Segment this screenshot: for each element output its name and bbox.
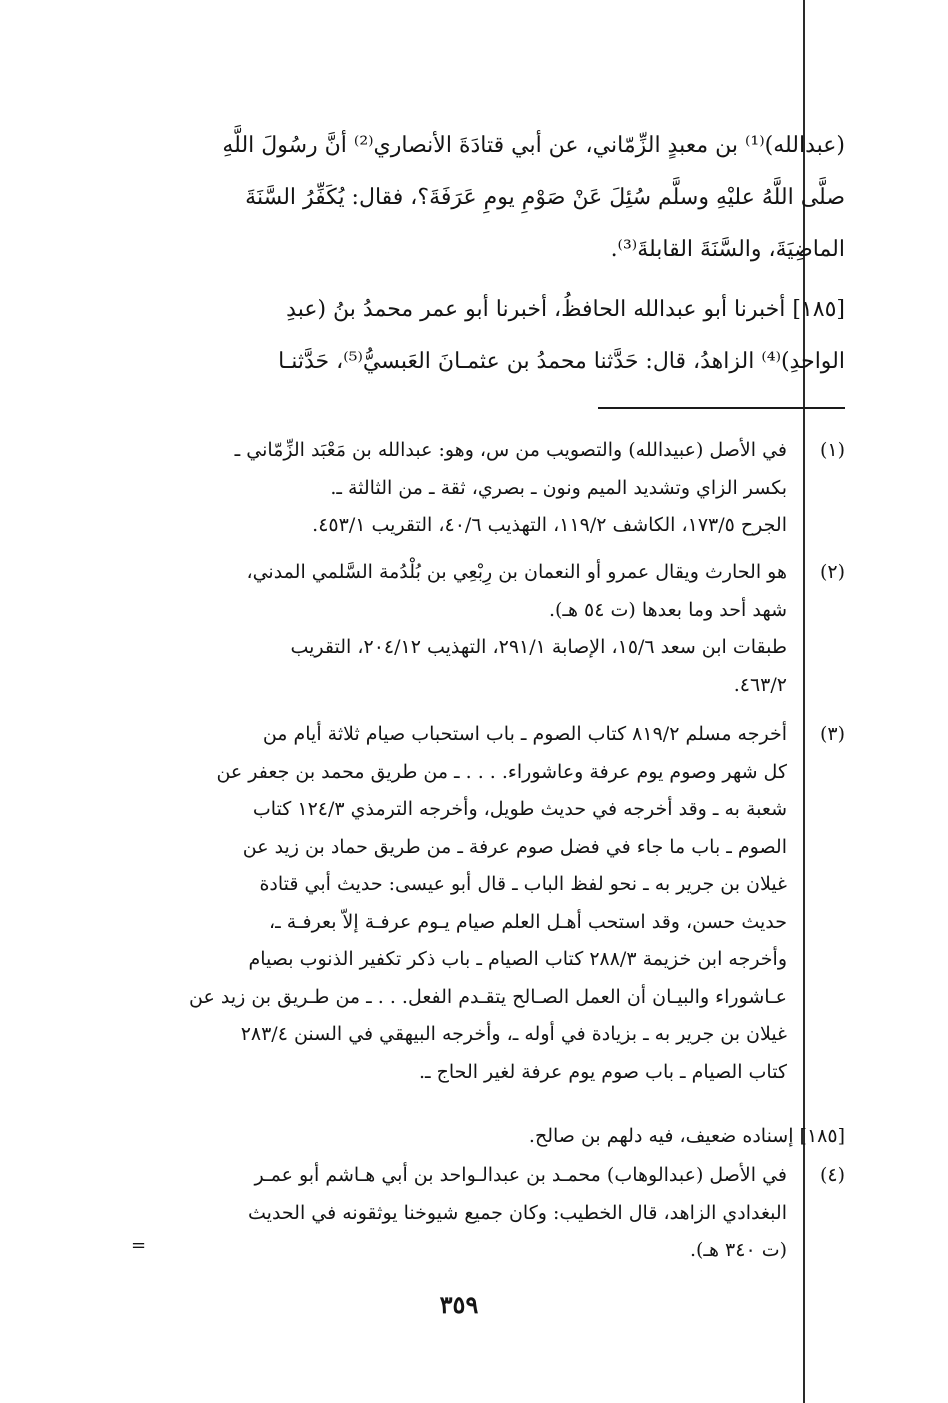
footnote-line: كل شهر وصوم يوم عرفة وعاشوراء. . . . ـ من طريق محمد بن جعفر عن <box>216 760 787 783</box>
footnote-185-grading: [١٨٥] إسناده ضعيف، فيه دلهم بن صالح. <box>528 1125 845 1147</box>
footnote-line: شعبة به ـ وقد أخرجه في حديث طويل، وأخرجه الترمذي ١٢٤/٣ كتاب <box>252 798 787 820</box>
footnote-line: ٤٦٣/٢. <box>733 673 787 696</box>
main-line: الماضِيَةَ، والسَّنَةَ القابلةَ⁽³⁾. <box>610 237 845 262</box>
footnote-line: غيلان بن جرير به ـ نحو لفظ الباب ـ قال أبو عيسى: حديث أبي قتادة <box>259 873 787 895</box>
footnote-line: شهد أحد وما بعدها (ت ٥٤ هـ). <box>548 598 787 621</box>
main-line: (عبدالله)⁽¹⁾ بن معبدٍ الزِّمّاني، عن أبي قتادَةَ الأنصاري⁽²⁾ أنَّ رسُولَ اللَّهِ <box>222 133 845 158</box>
main-line: صلَّى اللَّهُ عليْهِ وسلَّم سُئِلَ عَنْ صَوْمِ يومِ عَرَفَةَ؟، فقال: يُكَفِّرُ السَّنَةَ <box>245 185 845 210</box>
main-line: [١٨٥] أخبرنا أبو عبدالله الحافظُ، أخبرنا أبو عمر محمدُ بنُ (عبدِ <box>286 297 845 322</box>
footnote-number: (١) <box>819 439 845 461</box>
footnote-line: في الأصل (عبيدالله) والتصويب من س، وهو: عبدالله بن مَعْبَد الزِّمّاني ـ <box>234 439 787 461</box>
footnote-line: أخرجه مسلم ٨١٩/٢ كتاب الصوم ـ باب استحباب صيام ثلاثة أيام من <box>262 723 787 745</box>
main-line: الواحدِ)⁽⁴⁾ الزاهدُ، قال: حَدَّثنا محمدُ بن عثمـانَ العَبسيُّ⁽⁵⁾، حَدَّثنـا <box>278 349 845 374</box>
footnote-line: وأخرجه ابن خزيمة ٢٨٨/٣ كتاب الصيام ـ باب ذكر تكفير الذنوب بصيام <box>248 948 787 970</box>
footnote-2 <box>150 554 845 704</box>
footnote-3 <box>150 716 845 1091</box>
main-paragraph-hadith <box>150 120 845 276</box>
footnote-1 <box>150 432 845 545</box>
footnote-separator <box>598 407 845 409</box>
footnote-line: بكسر الزاي وتشديد الميم ونون ـ بصري، ثقة ـ من الثالثة ـ. <box>330 476 787 499</box>
page-number: ٣٥٩ <box>439 1290 479 1319</box>
footnote-4 <box>150 1157 845 1270</box>
footnote-line: غيلان بن جرير به ـ بزيادة في أوله ـ، وأخرجه البيهقي في السنن ٢٨٣/٤ <box>240 1023 787 1045</box>
footnote-body <box>150 716 787 1091</box>
footnote-line: (ت ٣٤٠ هـ). <box>689 1239 787 1261</box>
continuation-mark: = <box>131 1235 147 1256</box>
footnote-body <box>150 1157 787 1270</box>
footnote-number: (٤) <box>819 1164 845 1186</box>
footnote-line: في الأصل (عبدالوهاب) محمـد بن عبدالـواحد بن أبي هـاشم أبو عمـر <box>254 1164 787 1186</box>
footnote-body <box>150 432 787 545</box>
footnote-line: عـاشوراء والبيـان أن العمل الصـالح يتقـدم الفعل. . . ـ من طـريق بن زيد عن <box>189 985 787 1008</box>
footnote-number: (٣) <box>819 723 845 745</box>
footnote-number: (٢) <box>819 561 845 583</box>
footnote-line: طبقات ابن سعد ١٥/٦، الإصابة ٢٩١/١، التهذيب ٢٠٤/١٢، التقريب <box>290 636 787 658</box>
footnote-line: هو الحارث ويقال عمرو أو النعمان بن رِبْعِي بن بُلْدُمة السَّلمي المدني، <box>246 561 787 583</box>
footnote-line: الصوم ـ باب ما جاء في فضل صوم عرفة ـ من طريق حماد بن زيد عن <box>242 835 787 858</box>
footnote-body <box>150 554 787 704</box>
footnote-line: الجرح ١٧٣/٥، الكاشف ١١٩/٢، التهذيب ٤٠/٦، التقريب ٤٥٣/١. <box>312 514 787 536</box>
main-paragraph-185 <box>150 284 845 388</box>
footnote-line: حديث حسن، وقد استحب أهـل العلم صيام يـوم عرفـة إلاّ بعرفـة ـ، <box>269 910 787 933</box>
footnote-line: كتاب الصيام ـ باب صوم يوم عرفة لغير الحاج ـ. <box>418 1060 787 1083</box>
footnote-line: البغدادي الزاهد، قال الخطيب: وكان جميع شيوخنا يوثقونه في الحديث <box>248 1201 787 1224</box>
